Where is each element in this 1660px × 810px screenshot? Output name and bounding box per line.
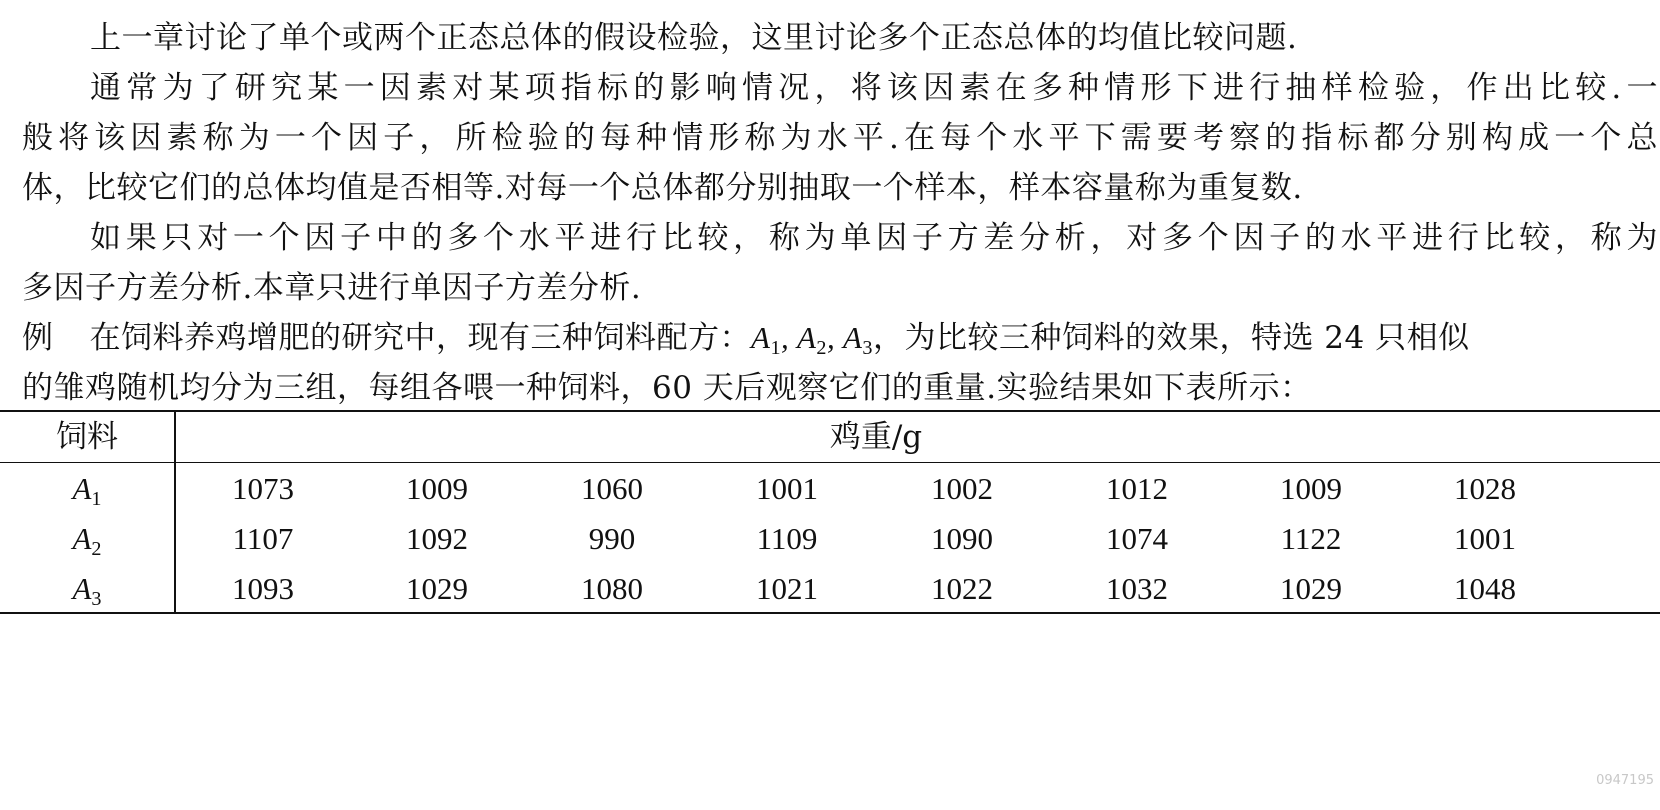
paragraph-2-line-1: 通常为了研究某一因素对某项指标的影响情况，将该因素在多种情形下进行抽样检验，作出比较.一 (90, 70, 1658, 106)
formula-feeds: $A_1$, $A_2$, $A_3$ (751, 320, 873, 360)
table-cell: 1073 (232, 471, 294, 506)
table-cell: 1029 (1280, 571, 1342, 606)
paragraph-3-line-2: 多因子方差分析.本章只进行单因子方差分析. (22, 270, 642, 306)
example-text-a: 在饲料养鸡增肥的研究中，现有三种饲料配方： (89, 320, 751, 356)
table-cell: 1012 (1106, 471, 1168, 506)
watermark: 0947195 (1596, 773, 1654, 788)
table-cell: 1109 (756, 521, 818, 556)
paragraph-3-line-1: 如果只对一个因子中的多个水平进行比较，称为单因子方差分析，对多个因子的水平进行比较，称为 (90, 220, 1658, 256)
table-cell: 1048 (1454, 571, 1516, 606)
table-cell: 1080 (581, 571, 643, 606)
table-cell: 1002 (931, 471, 993, 506)
table-header-rule (0, 462, 1660, 463)
table-cell: 1009 (1280, 471, 1342, 506)
example-label: 例 (22, 320, 54, 356)
table-cell: 1029 (406, 571, 468, 606)
example-line-2: 的雏鸡随机均分为三组，每组各喂一种饲料，60 天后观察它们的重量.实验结果如下表所示： (22, 370, 1312, 406)
table-cell: 1107 (232, 521, 294, 556)
example-line-1 (22, 313, 1658, 363)
table-row-label: $A_2$ (72, 521, 102, 561)
table-cell: 990 (588, 521, 636, 556)
example-text-b: ，为比较三种饲料的效果，特选 24 只相似 (872, 320, 1470, 356)
table-row-label: $A_1$ (72, 471, 102, 511)
table-cell: 1001 (756, 471, 818, 506)
table-cell: 1028 (1454, 471, 1516, 506)
table-cell: 1060 (581, 471, 643, 506)
table-header-feed: 饲料 (56, 419, 118, 455)
table-cell: 1090 (931, 521, 993, 556)
table-cell: 1001 (1454, 521, 1516, 556)
table-cell: 1093 (232, 571, 294, 606)
table-header-weight: 鸡重/g (829, 419, 923, 455)
table-cell: 1092 (406, 521, 468, 556)
table-cell: 1032 (1106, 571, 1168, 606)
table-cell: 1074 (1106, 521, 1168, 556)
paragraph-2-line-2: 般将该因素称为一个因子，所检验的每种情形称为水平.在每个水平下需要考察的指标都分别构成一个总 (22, 120, 1658, 156)
table-cell: 1009 (406, 471, 468, 506)
table-cell: 1022 (931, 571, 993, 606)
table-row-label: $A_3$ (72, 571, 102, 611)
paragraph-2-line-3: 体，比较它们的总体均值是否相等.对每一个总体都分别抽取一个样本，样本容量称为重复数. (22, 170, 1303, 206)
table-cell: 1021 (756, 571, 818, 606)
paragraph-1-line-1: 上一章讨论了单个或两个正态总体的假设检验，这里讨论多个正态总体的均值比较问题. (90, 20, 1298, 56)
table-cell: 1122 (1280, 521, 1342, 556)
